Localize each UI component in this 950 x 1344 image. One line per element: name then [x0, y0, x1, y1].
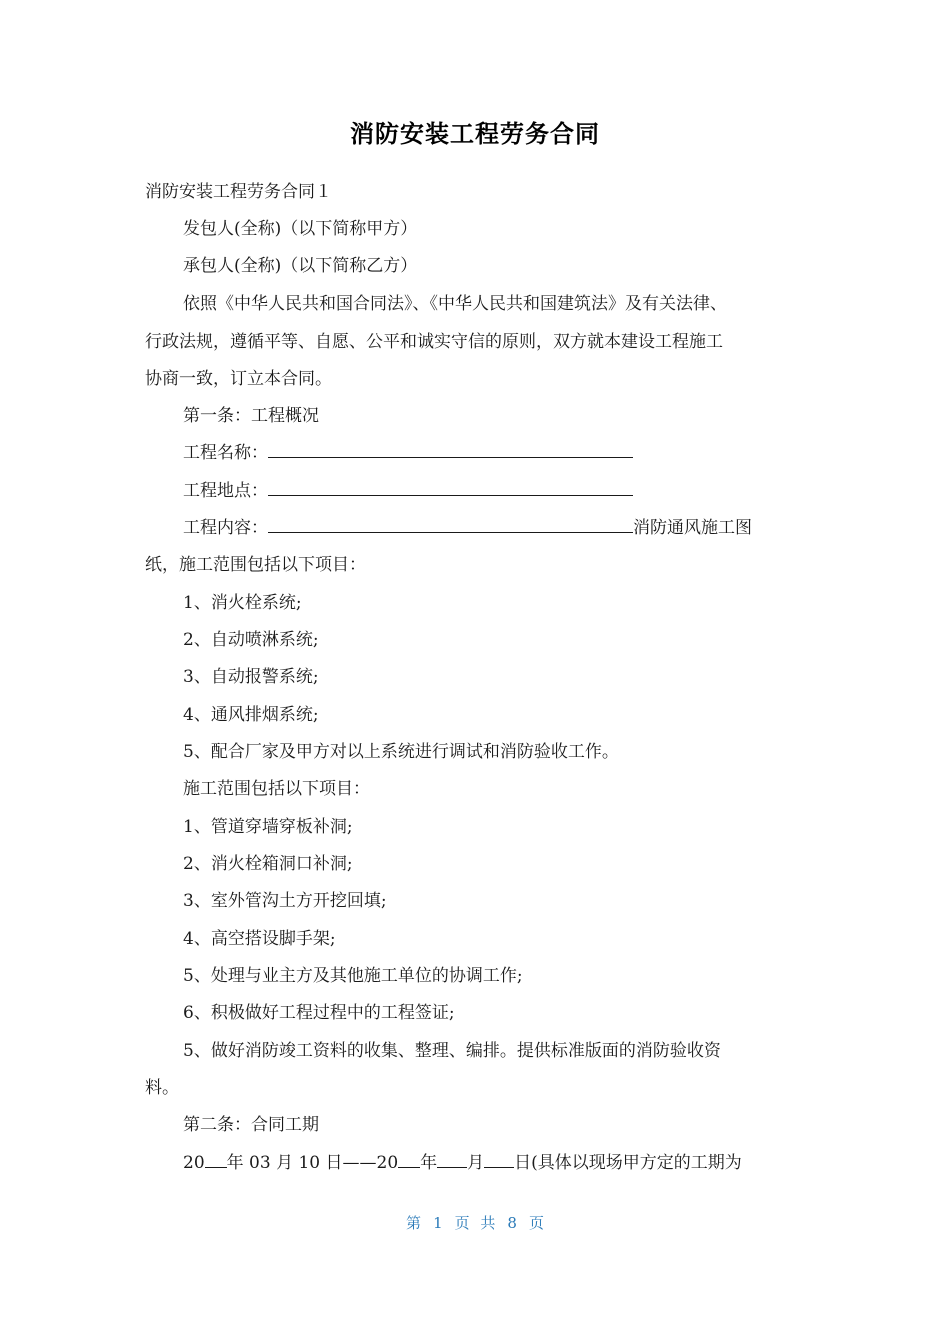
intro-paragraph-line-3: 协商一致，订立本合同。 — [145, 369, 332, 389]
scope-1-item: 1、消火栓系统; — [183, 593, 302, 613]
footer-page-total: 8 — [507, 1214, 517, 1232]
scope-2-last-item-line-1: 5、做好消防竣工资料的收集、整理、编排。提供标准版面的消防验收资 — [183, 1041, 721, 1061]
article-2-heading: 第二条：合同工期 — [183, 1115, 319, 1135]
period-year-word: 年 — [420, 1153, 438, 1173]
scope-1-item: 4、通风排烟系统; — [183, 705, 319, 725]
scope-2-item: 6、积极做好工程过程中的工程签证; — [183, 1003, 455, 1023]
scope-1-item: 2、自动喷淋系统; — [183, 630, 319, 650]
project-site-label: 工程地点： — [183, 481, 268, 501]
scope-2-item: 5、处理与业主方及其他施工单位的协调工作; — [183, 966, 523, 986]
project-site-row — [183, 479, 633, 503]
contract-subtitle: 消防安装工程劳务合同１ — [145, 182, 332, 202]
project-content-tail: 消防通风施工图 — [633, 518, 752, 538]
project-site-blank — [268, 481, 633, 496]
period-end-year-blank — [398, 1153, 420, 1168]
scope-2-item: 2、消火栓箱洞口补洞; — [183, 854, 353, 874]
footer-page-word: 第 — [406, 1214, 422, 1232]
project-content-row — [183, 516, 752, 540]
contractor-line: 承包人(全称)（以下简称乙方） — [183, 256, 418, 276]
page-footer — [0, 1212, 950, 1233]
footer-page-of: 页 共 — [454, 1214, 496, 1232]
period-year-blank — [205, 1153, 227, 1168]
project-content-blank — [268, 518, 633, 533]
period-month-word: 月 — [467, 1153, 485, 1173]
project-content-label: 工程内容： — [183, 518, 268, 538]
project-name-label: 工程名称： — [183, 443, 268, 463]
contract-period-line — [183, 1151, 742, 1175]
scope-1-item: 3、自动报警系统; — [183, 667, 319, 687]
scope-2-item: 3、室外管沟土方开挖回填; — [183, 891, 387, 911]
period-start-text: 年 03 月 10 日——20 — [226, 1153, 399, 1173]
employer-line: 发包人(全称)（以下简称甲方） — [183, 219, 418, 239]
scope-1-item: 5、配合厂家及甲方对以上系统进行调试和消防验收工作。 — [183, 742, 619, 762]
intro-paragraph-line-2: 行政法规，遵循平等、自愿、公平和诚实守信的原则，双方就本建设工程施工 — [145, 332, 723, 352]
project-name-row — [183, 441, 633, 465]
scope-2-last-item-line-2: 料。 — [145, 1078, 179, 1098]
scope-2-heading: 施工范围包括以下项目： — [183, 779, 370, 799]
project-content-continuation: 纸，施工范围包括以下项目： — [145, 555, 366, 575]
project-name-blank — [268, 443, 633, 458]
intro-paragraph-line-1: 依照《中华人民共和国合同法》、《中华人民共和国建筑法》及有关法律、 — [183, 294, 727, 314]
period-month-blank — [437, 1153, 467, 1168]
document-title: 消防安装工程劳务合同 — [350, 120, 600, 148]
scope-2-item: 1、管道穿墙穿板补洞; — [183, 817, 353, 837]
period-year-prefix: 20 — [183, 1153, 205, 1173]
scope-2-item: 4、高空搭设脚手架; — [183, 929, 336, 949]
period-end-text: 日(具体以现场甲方定的工期为 — [514, 1153, 742, 1173]
period-day-blank — [484, 1153, 514, 1168]
footer-page-number: 1 — [433, 1214, 443, 1232]
footer-page-unit: 页 — [528, 1214, 544, 1232]
article-1-heading: 第一条：工程概况 — [183, 406, 319, 426]
